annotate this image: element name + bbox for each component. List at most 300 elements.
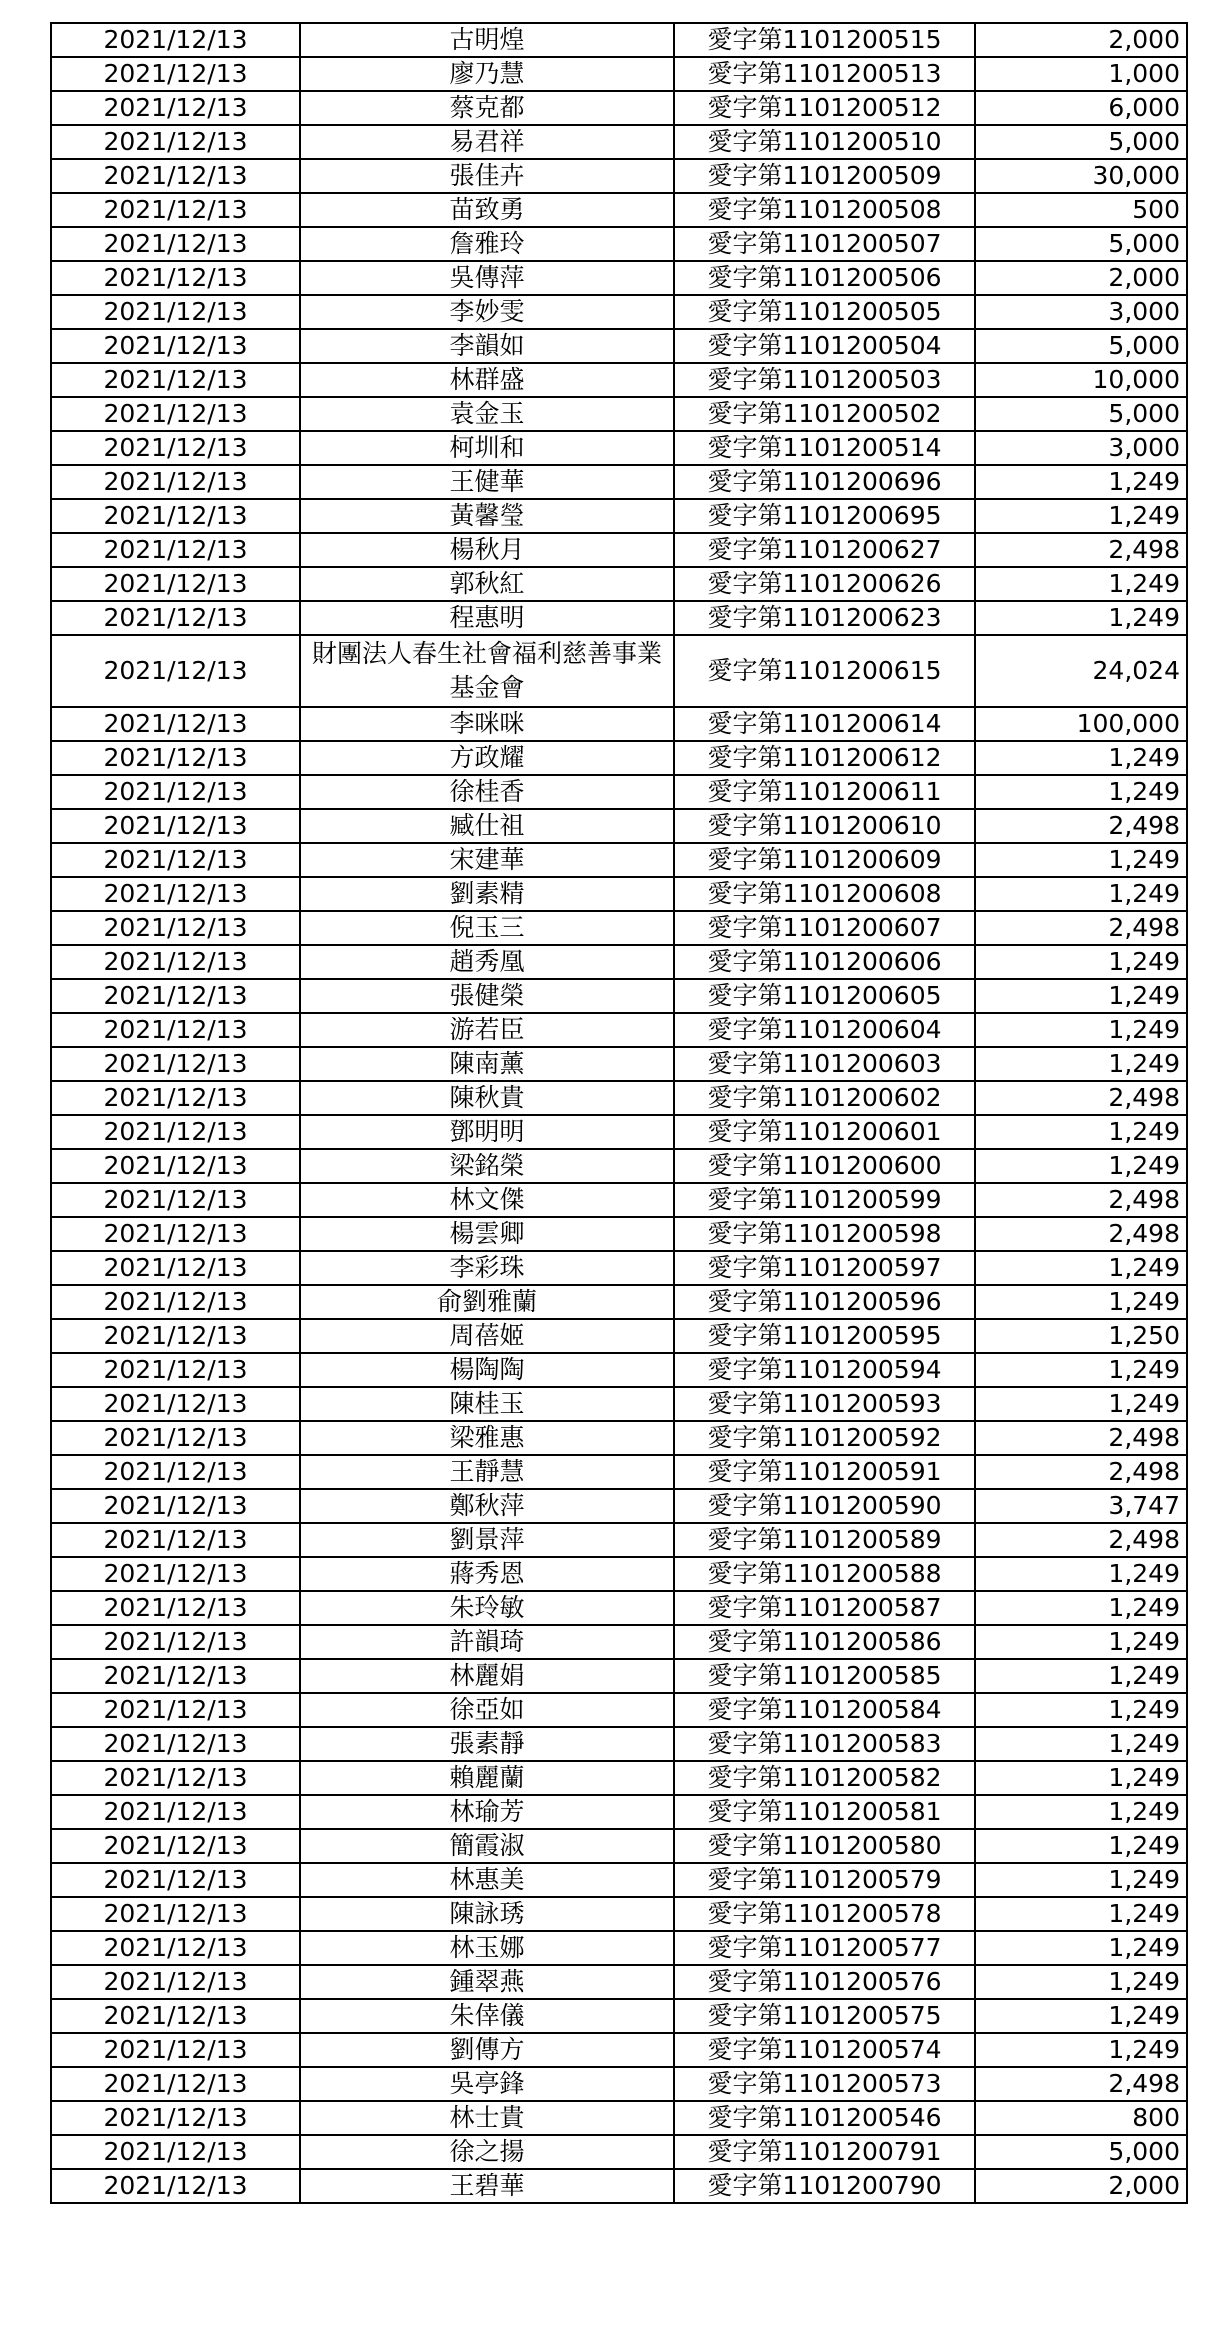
donation-date-cell: 2021/12/13 [51, 1693, 300, 1727]
receipt-number-cell: 愛字第1101200580 [674, 1829, 975, 1863]
table-row [51, 1693, 1187, 1727]
donor-name-cell: 黃馨瑩 [300, 499, 674, 533]
table-row [51, 1931, 1187, 1965]
donation-date-cell: 2021/12/13 [51, 843, 300, 877]
donor-name-cell: 陳詠琇 [300, 1897, 674, 1931]
receipt-number-cell: 愛字第1101200514 [674, 431, 975, 465]
donation-date-cell: 2021/12/13 [51, 1285, 300, 1319]
donation-date-cell: 2021/12/13 [51, 1455, 300, 1489]
donation-date-cell: 2021/12/13 [51, 1659, 300, 1693]
donation-amount-cell: 100,000 [975, 707, 1187, 741]
donation-amount-cell: 1,249 [975, 1965, 1187, 1999]
donation-date-cell: 2021/12/13 [51, 877, 300, 911]
donation-date-cell: 2021/12/13 [51, 363, 300, 397]
table-row [51, 57, 1187, 91]
donor-name-cell: 李韻如 [300, 329, 674, 363]
donor-name-cell: 詹雅玲 [300, 227, 674, 261]
donation-amount-cell: 2,498 [975, 2067, 1187, 2101]
donation-amount-cell: 1,249 [975, 601, 1187, 635]
donation-amount-cell: 1,249 [975, 1625, 1187, 1659]
table-row [51, 125, 1187, 159]
receipt-number-cell: 愛字第1101200626 [674, 567, 975, 601]
donation-amount-cell: 1,249 [975, 1761, 1187, 1795]
donation-date-cell: 2021/12/13 [51, 979, 300, 1013]
donor-name-cell: 劉傳方 [300, 2033, 674, 2067]
table-row [51, 1999, 1187, 2033]
donor-name-cell: 王健華 [300, 465, 674, 499]
donation-date-cell: 2021/12/13 [51, 1319, 300, 1353]
donor-name-cell: 劉景萍 [300, 1523, 674, 1557]
table-row [51, 945, 1187, 979]
donation-date-cell: 2021/12/13 [51, 1115, 300, 1149]
donation-amount-cell: 5,000 [975, 397, 1187, 431]
table-row [51, 1387, 1187, 1421]
donation-date-cell: 2021/12/13 [51, 295, 300, 329]
donation-date-cell: 2021/12/13 [51, 91, 300, 125]
receipt-number-cell: 愛字第1101200575 [674, 1999, 975, 2033]
donation-date-cell: 2021/12/13 [51, 329, 300, 363]
table-row [51, 1149, 1187, 1183]
receipt-number-cell: 愛字第1101200603 [674, 1047, 975, 1081]
donation-date-cell: 2021/12/13 [51, 1217, 300, 1251]
receipt-number-cell: 愛字第1101200594 [674, 1353, 975, 1387]
donation-amount-cell: 1,249 [975, 1829, 1187, 1863]
donation-amount-cell: 800 [975, 2101, 1187, 2135]
donation-amount-cell: 1,249 [975, 1659, 1187, 1693]
donation-date-cell: 2021/12/13 [51, 1081, 300, 1115]
donation-amount-cell: 1,249 [975, 2033, 1187, 2067]
receipt-number-cell: 愛字第1101200588 [674, 1557, 975, 1591]
receipt-number-cell: 愛字第1101200584 [674, 1693, 975, 1727]
table-row [51, 911, 1187, 945]
donation-amount-cell: 1,249 [975, 1897, 1187, 1931]
receipt-number-cell: 愛字第1101200583 [674, 1727, 975, 1761]
donation-date-cell: 2021/12/13 [51, 911, 300, 945]
donor-name-cell: 林士貴 [300, 2101, 674, 2135]
donation-amount-cell: 24,024 [975, 635, 1187, 707]
donor-name-cell: 梁銘榮 [300, 1149, 674, 1183]
receipt-number-cell: 愛字第1101200592 [674, 1421, 975, 1455]
donation-records-table [50, 22, 1188, 2204]
table-row [51, 295, 1187, 329]
donation-date-cell: 2021/12/13 [51, 465, 300, 499]
table-row [51, 1557, 1187, 1591]
table-row [51, 877, 1187, 911]
receipt-number-cell: 愛字第1101200593 [674, 1387, 975, 1421]
donation-date-cell: 2021/12/13 [51, 1625, 300, 1659]
donation-date-cell: 2021/12/13 [51, 775, 300, 809]
donation-amount-cell: 500 [975, 193, 1187, 227]
donation-date-cell: 2021/12/13 [51, 1523, 300, 1557]
donor-name-cell: 劉素精 [300, 877, 674, 911]
donation-amount-cell: 1,249 [975, 1999, 1187, 2033]
donor-name-cell: 郭秋紅 [300, 567, 674, 601]
table-row [51, 261, 1187, 295]
donation-date-cell: 2021/12/13 [51, 1251, 300, 1285]
donor-name-cell: 臧仕祖 [300, 809, 674, 843]
receipt-number-cell: 愛字第1101200614 [674, 707, 975, 741]
donation-amount-cell: 2,000 [975, 23, 1187, 57]
table-row [51, 397, 1187, 431]
donation-amount-cell: 1,249 [975, 1557, 1187, 1591]
receipt-number-cell: 愛字第1101200574 [674, 2033, 975, 2067]
receipt-number-cell: 愛字第1101200573 [674, 2067, 975, 2101]
donor-name-cell: 林玉娜 [300, 1931, 674, 1965]
donation-amount-cell: 2,498 [975, 1523, 1187, 1557]
receipt-number-cell: 愛字第1101200509 [674, 159, 975, 193]
receipt-number-cell: 愛字第1101200579 [674, 1863, 975, 1897]
donation-date-cell: 2021/12/13 [51, 23, 300, 57]
receipt-number-cell: 愛字第1101200581 [674, 1795, 975, 1829]
donation-amount-cell: 1,249 [975, 1149, 1187, 1183]
receipt-number-cell: 愛字第1101200611 [674, 775, 975, 809]
donor-name-cell: 林文傑 [300, 1183, 674, 1217]
donation-date-cell: 2021/12/13 [51, 1013, 300, 1047]
receipt-number-cell: 愛字第1101200608 [674, 877, 975, 911]
donor-name-cell: 易君祥 [300, 125, 674, 159]
table-row [51, 1829, 1187, 1863]
table-row [51, 979, 1187, 1013]
donation-date-cell: 2021/12/13 [51, 567, 300, 601]
donation-date-cell: 2021/12/13 [51, 945, 300, 979]
donor-name-cell: 宋建華 [300, 843, 674, 877]
donor-name-cell: 賴麗蘭 [300, 1761, 674, 1795]
donor-name-cell: 李彩珠 [300, 1251, 674, 1285]
receipt-number-cell: 愛字第1101200512 [674, 91, 975, 125]
donor-name-cell: 俞劉雅蘭 [300, 1285, 674, 1319]
donation-date-cell: 2021/12/13 [51, 809, 300, 843]
donation-amount-cell: 30,000 [975, 159, 1187, 193]
receipt-number-cell: 愛字第1101200508 [674, 193, 975, 227]
donation-date-cell: 2021/12/13 [51, 635, 300, 707]
table-row [51, 1115, 1187, 1149]
donor-name-cell: 廖乃慧 [300, 57, 674, 91]
table-row [51, 1625, 1187, 1659]
donor-name-cell: 簡霞淑 [300, 1829, 674, 1863]
table-row [51, 2135, 1187, 2169]
donation-amount-cell: 1,249 [975, 1047, 1187, 1081]
table-body [51, 23, 1187, 2203]
receipt-number-cell: 愛字第1101200506 [674, 261, 975, 295]
receipt-number-cell: 愛字第1101200510 [674, 125, 975, 159]
donor-name-cell: 倪玉三 [300, 911, 674, 945]
receipt-number-cell: 愛字第1101200623 [674, 601, 975, 635]
receipt-number-cell: 愛字第1101200598 [674, 1217, 975, 1251]
table-row [51, 1421, 1187, 1455]
donation-date-cell: 2021/12/13 [51, 1727, 300, 1761]
donation-amount-cell: 5,000 [975, 329, 1187, 363]
donation-date-cell: 2021/12/13 [51, 1931, 300, 1965]
table-row [51, 1047, 1187, 1081]
donation-date-cell: 2021/12/13 [51, 1489, 300, 1523]
donation-date-cell: 2021/12/13 [51, 125, 300, 159]
donor-name-cell: 蔣秀恩 [300, 1557, 674, 1591]
donor-name-cell: 趙秀凰 [300, 945, 674, 979]
donation-amount-cell: 1,000 [975, 57, 1187, 91]
donor-name-cell: 徐桂香 [300, 775, 674, 809]
receipt-number-cell: 愛字第1101200578 [674, 1897, 975, 1931]
donation-date-cell: 2021/12/13 [51, 1149, 300, 1183]
table-row [51, 1013, 1187, 1047]
receipt-number-cell: 愛字第1101200576 [674, 1965, 975, 1999]
donation-date-cell: 2021/12/13 [51, 2033, 300, 2067]
receipt-number-cell: 愛字第1101200790 [674, 2169, 975, 2203]
table-row [51, 2067, 1187, 2101]
donor-name-cell: 吳傳萍 [300, 261, 674, 295]
donation-amount-cell: 1,249 [975, 945, 1187, 979]
donation-date-cell: 2021/12/13 [51, 1353, 300, 1387]
donation-date-cell: 2021/12/13 [51, 397, 300, 431]
receipt-number-cell: 愛字第1101200586 [674, 1625, 975, 1659]
donor-name-cell: 朱倖儀 [300, 1999, 674, 2033]
receipt-number-cell: 愛字第1101200505 [674, 295, 975, 329]
table-row [51, 1183, 1187, 1217]
receipt-number-cell: 愛字第1101200607 [674, 911, 975, 945]
donation-amount-cell: 2,498 [975, 533, 1187, 567]
donation-amount-cell: 3,000 [975, 295, 1187, 329]
table-row [51, 1285, 1187, 1319]
donor-name-cell: 方政耀 [300, 741, 674, 775]
table-row [51, 1965, 1187, 1999]
donor-name-cell: 林麗娟 [300, 1659, 674, 1693]
donation-amount-cell: 1,249 [975, 775, 1187, 809]
donation-amount-cell: 2,498 [975, 1183, 1187, 1217]
table-row [51, 843, 1187, 877]
table-row [51, 601, 1187, 635]
table-row [51, 1489, 1187, 1523]
table-row [51, 809, 1187, 843]
donation-amount-cell: 2,498 [975, 1217, 1187, 1251]
table-row [51, 1353, 1187, 1387]
donation-date-cell: 2021/12/13 [51, 1387, 300, 1421]
receipt-number-cell: 愛字第1101200590 [674, 1489, 975, 1523]
donation-amount-cell: 1,249 [975, 465, 1187, 499]
donor-name-cell: 柯圳和 [300, 431, 674, 465]
receipt-number-cell: 愛字第1101200610 [674, 809, 975, 843]
receipt-number-cell: 愛字第1101200615 [674, 635, 975, 707]
donation-date-cell: 2021/12/13 [51, 1863, 300, 1897]
donor-name-cell: 陳桂玉 [300, 1387, 674, 1421]
donation-date-cell: 2021/12/13 [51, 1047, 300, 1081]
donation-date-cell: 2021/12/13 [51, 1897, 300, 1931]
donation-amount-cell: 10,000 [975, 363, 1187, 397]
table-row [51, 1591, 1187, 1625]
donation-amount-cell: 1,249 [975, 1251, 1187, 1285]
donor-name-cell: 楊秋月 [300, 533, 674, 567]
donor-name-cell: 程惠明 [300, 601, 674, 635]
donation-date-cell: 2021/12/13 [51, 1557, 300, 1591]
receipt-number-cell: 愛字第1101200503 [674, 363, 975, 397]
donor-name-cell: 游若臣 [300, 1013, 674, 1047]
table-row [51, 227, 1187, 261]
donation-amount-cell: 2,498 [975, 1081, 1187, 1115]
donation-amount-cell: 5,000 [975, 2135, 1187, 2169]
receipt-number-cell: 愛字第1101200695 [674, 499, 975, 533]
donation-amount-cell: 1,249 [975, 1591, 1187, 1625]
donation-date-cell: 2021/12/13 [51, 1965, 300, 1999]
donor-name-cell: 徐之揚 [300, 2135, 674, 2169]
donor-name-cell: 鄧明明 [300, 1115, 674, 1149]
table-row [51, 1761, 1187, 1795]
donor-name-cell: 蔡克都 [300, 91, 674, 125]
table-row [51, 1217, 1187, 1251]
donation-date-cell: 2021/12/13 [51, 261, 300, 295]
donation-amount-cell: 2,000 [975, 261, 1187, 295]
table-row [51, 533, 1187, 567]
receipt-number-cell: 愛字第1101200582 [674, 1761, 975, 1795]
donor-name-cell: 楊陶陶 [300, 1353, 674, 1387]
receipt-number-cell: 愛字第1101200599 [674, 1183, 975, 1217]
receipt-number-cell: 愛字第1101200696 [674, 465, 975, 499]
receipt-number-cell: 愛字第1101200515 [674, 23, 975, 57]
donation-amount-cell: 1,249 [975, 877, 1187, 911]
table-row [51, 193, 1187, 227]
donation-date-cell: 2021/12/13 [51, 1795, 300, 1829]
donor-name-cell: 林惠美 [300, 1863, 674, 1897]
donation-amount-cell: 1,249 [975, 499, 1187, 533]
donor-name-cell: 李妙雯 [300, 295, 674, 329]
donation-amount-cell: 1,249 [975, 1013, 1187, 1047]
table-row [51, 465, 1187, 499]
donation-date-cell: 2021/12/13 [51, 1591, 300, 1625]
table-row [51, 363, 1187, 397]
receipt-number-cell: 愛字第1101200597 [674, 1251, 975, 1285]
donation-date-cell: 2021/12/13 [51, 533, 300, 567]
receipt-number-cell: 愛字第1101200627 [674, 533, 975, 567]
donor-name-cell: 陳秋貴 [300, 1081, 674, 1115]
donor-name-cell: 許韻琦 [300, 1625, 674, 1659]
donation-amount-cell: 1,249 [975, 1727, 1187, 1761]
receipt-number-cell: 愛字第1101200587 [674, 1591, 975, 1625]
donation-date-cell: 2021/12/13 [51, 1999, 300, 2033]
table-row [51, 707, 1187, 741]
donation-date-cell: 2021/12/13 [51, 1761, 300, 1795]
donation-date-cell: 2021/12/13 [51, 1829, 300, 1863]
donation-date-cell: 2021/12/13 [51, 193, 300, 227]
donation-amount-cell: 1,249 [975, 741, 1187, 775]
table-row [51, 2101, 1187, 2135]
donation-date-cell: 2021/12/13 [51, 707, 300, 741]
receipt-number-cell: 愛字第1101200612 [674, 741, 975, 775]
receipt-number-cell: 愛字第1101200502 [674, 397, 975, 431]
donation-amount-cell: 3,747 [975, 1489, 1187, 1523]
table-row [51, 775, 1187, 809]
receipt-number-cell: 愛字第1101200513 [674, 57, 975, 91]
donor-name-cell: 吳亭鋒 [300, 2067, 674, 2101]
donation-amount-cell: 2,498 [975, 809, 1187, 843]
receipt-number-cell: 愛字第1101200605 [674, 979, 975, 1013]
donation-date-cell: 2021/12/13 [51, 57, 300, 91]
donor-name-cell: 張素靜 [300, 1727, 674, 1761]
table-row [51, 2169, 1187, 2203]
donation-amount-cell: 1,249 [975, 979, 1187, 1013]
table-row [51, 499, 1187, 533]
table-row [51, 1659, 1187, 1693]
donor-name-cell: 財團法人春生社會福利慈善事業基金會 [300, 635, 674, 707]
donor-name-cell: 林群盛 [300, 363, 674, 397]
receipt-number-cell: 愛字第1101200604 [674, 1013, 975, 1047]
donation-amount-cell: 2,498 [975, 1421, 1187, 1455]
table-row [51, 1897, 1187, 1931]
table-row [51, 741, 1187, 775]
receipt-number-cell: 愛字第1101200577 [674, 1931, 975, 1965]
donation-amount-cell: 1,249 [975, 1693, 1187, 1727]
donation-amount-cell: 6,000 [975, 91, 1187, 125]
donor-name-cell: 張佳卉 [300, 159, 674, 193]
donation-amount-cell: 5,000 [975, 125, 1187, 159]
table-row [51, 567, 1187, 601]
donor-name-cell: 苗致勇 [300, 193, 674, 227]
donor-name-cell: 朱玲敏 [300, 1591, 674, 1625]
donor-name-cell: 鄭秋萍 [300, 1489, 674, 1523]
donor-name-cell: 梁雅惠 [300, 1421, 674, 1455]
table-row [51, 23, 1187, 57]
table-row [51, 1251, 1187, 1285]
donor-name-cell: 張健榮 [300, 979, 674, 1013]
donor-name-cell: 楊雲卿 [300, 1217, 674, 1251]
donation-amount-cell: 3,000 [975, 431, 1187, 465]
donor-name-cell: 王靜慧 [300, 1455, 674, 1489]
donation-date-cell: 2021/12/13 [51, 2101, 300, 2135]
donor-name-cell: 周蓓姬 [300, 1319, 674, 1353]
donation-date-cell: 2021/12/13 [51, 159, 300, 193]
donation-amount-cell: 1,250 [975, 1319, 1187, 1353]
table-row [51, 1081, 1187, 1115]
table-row [51, 1863, 1187, 1897]
donation-date-cell: 2021/12/13 [51, 227, 300, 261]
receipt-number-cell: 愛字第1101200791 [674, 2135, 975, 2169]
receipt-number-cell: 愛字第1101200602 [674, 1081, 975, 1115]
receipt-number-cell: 愛字第1101200546 [674, 2101, 975, 2135]
table-row [51, 329, 1187, 363]
donation-date-cell: 2021/12/13 [51, 741, 300, 775]
donation-date-cell: 2021/12/13 [51, 601, 300, 635]
donation-amount-cell: 1,249 [975, 1387, 1187, 1421]
donation-amount-cell: 2,498 [975, 911, 1187, 945]
donation-date-cell: 2021/12/13 [51, 431, 300, 465]
table-row [51, 1727, 1187, 1761]
table-row [51, 1319, 1187, 1353]
receipt-number-cell: 愛字第1101200591 [674, 1455, 975, 1489]
donation-date-cell: 2021/12/13 [51, 2135, 300, 2169]
receipt-number-cell: 愛字第1101200585 [674, 1659, 975, 1693]
donation-date-cell: 2021/12/13 [51, 2067, 300, 2101]
receipt-number-cell: 愛字第1101200504 [674, 329, 975, 363]
donation-amount-cell: 1,249 [975, 843, 1187, 877]
donor-name-cell: 古明煌 [300, 23, 674, 57]
donation-amount-cell: 1,249 [975, 1353, 1187, 1387]
donation-amount-cell: 1,249 [975, 567, 1187, 601]
donor-name-cell: 徐亞如 [300, 1693, 674, 1727]
table-row [51, 431, 1187, 465]
receipt-number-cell: 愛字第1101200609 [674, 843, 975, 877]
donation-date-cell: 2021/12/13 [51, 1421, 300, 1455]
receipt-number-cell: 愛字第1101200600 [674, 1149, 975, 1183]
table-row [51, 159, 1187, 193]
table-row [51, 1523, 1187, 1557]
receipt-number-cell: 愛字第1101200595 [674, 1319, 975, 1353]
donor-name-cell: 鍾翠燕 [300, 1965, 674, 1999]
donor-name-cell: 陳南薰 [300, 1047, 674, 1081]
receipt-number-cell: 愛字第1101200606 [674, 945, 975, 979]
donation-amount-cell: 1,249 [975, 1115, 1187, 1149]
donation-date-cell: 2021/12/13 [51, 499, 300, 533]
table-row [51, 635, 1187, 707]
donor-name-cell: 林瑜芳 [300, 1795, 674, 1829]
donation-amount-cell: 2,000 [975, 2169, 1187, 2203]
donor-name-cell: 袁金玉 [300, 397, 674, 431]
receipt-number-cell: 愛字第1101200596 [674, 1285, 975, 1319]
